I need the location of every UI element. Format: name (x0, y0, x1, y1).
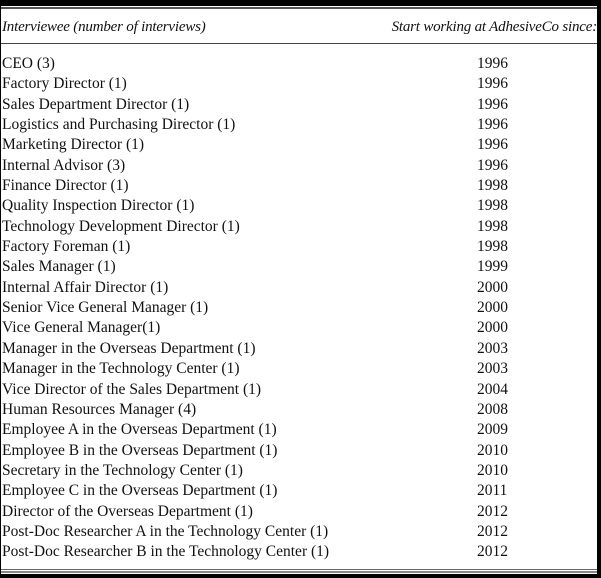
interviewee-cell: Finance Director (1) (2, 177, 129, 195)
table-row (1, 156, 597, 176)
table-row (1, 481, 597, 501)
start-year-cell: 2012 (477, 522, 508, 540)
table-row (1, 359, 597, 379)
interviewee-cell: Internal Affair Director (1) (2, 278, 169, 296)
interviewee-cell: Employee A in the Overseas Department (1) (2, 421, 277, 439)
start-year-cell: 2000 (477, 278, 508, 296)
start-year-cell: 1996 (477, 55, 508, 72)
interviewee-cell: Factory Foreman (1) (2, 238, 131, 256)
table-row (1, 217, 597, 237)
table-row (1, 257, 597, 277)
table-row (1, 339, 597, 359)
start-year-cell: 2009 (477, 421, 508, 439)
table-header (1, 9, 597, 43)
interviewee-cell: Sales Department Director (1) (2, 95, 190, 113)
interviewee-cell: Post-Doc Researcher B in the Technology Center (1) (2, 543, 330, 561)
interviewee-cell: Director of the Overseas Department (1) (2, 502, 253, 520)
start-year-cell: 2012 (477, 502, 508, 520)
header-interviewee: Interviewee (number of interviews) (2, 19, 206, 35)
interviewee-cell: Post-Doc Researcher A in the Technology Center (1) (2, 522, 329, 540)
start-year-cell: 1996 (477, 156, 508, 174)
interviewee-cell: CEO (3) (2, 55, 55, 72)
table-row (1, 502, 597, 522)
interviewee-cell: Employee B in the Overseas Department (1) (2, 441, 278, 459)
interviewee-cell: Vice Director of the Sales Department (1) (2, 380, 262, 398)
start-year-cell: 2003 (477, 339, 508, 357)
start-year-cell: 1998 (477, 197, 508, 215)
start-year-cell: 1999 (477, 258, 508, 276)
start-year-cell: 1996 (477, 75, 508, 93)
interviewee-cell: Secretary in the Technology Center (1) (2, 461, 243, 479)
start-year-cell: 1996 (477, 95, 508, 113)
interviewee-cell: Senior Vice General Manager (1) (2, 299, 209, 317)
header-rule (1, 43, 597, 44)
interviewee-cell: Human Resources Manager (4) (2, 400, 197, 418)
table-page (1, 6, 597, 574)
start-year-cell: 2003 (477, 360, 508, 378)
table-row (1, 441, 597, 461)
table-row (1, 135, 597, 155)
table-row (1, 380, 597, 400)
table-row (1, 461, 597, 481)
start-year-cell: 2008 (477, 400, 508, 418)
table-row (1, 196, 597, 216)
start-year-cell: 2010 (477, 441, 508, 459)
interviewee-cell: Marketing Director (1) (2, 136, 145, 154)
table-row (1, 74, 597, 94)
interviewee-cell: Manager in the Overseas Department (1) (2, 339, 256, 357)
interviewee-cell: Quality Inspection Director (1) (2, 197, 195, 215)
start-year-cell: 2000 (477, 299, 508, 317)
table-body (1, 54, 597, 563)
start-year-cell: 1996 (477, 136, 508, 154)
interviewee-cell: Internal Advisor (3) (2, 156, 126, 174)
start-year-cell: 1998 (477, 238, 508, 256)
table-row (1, 54, 597, 74)
start-year-cell: 1998 (477, 217, 508, 235)
table-row (1, 420, 597, 440)
interviewee-cell: Factory Director (1) (2, 75, 127, 93)
interviewee-cell: Vice General Manager(1) (2, 319, 161, 337)
table-row (1, 298, 597, 318)
start-year-cell: 2010 (477, 461, 508, 479)
interviewee-cell: Employee C in the Overseas Department (1) (2, 482, 278, 500)
bottom-rule (1, 569, 597, 570)
start-year-cell: 1998 (477, 177, 508, 195)
table-row (1, 95, 597, 115)
interviewee-cell: Sales Manager (1) (2, 258, 116, 276)
start-year-cell: 2012 (477, 543, 508, 561)
table-row (1, 278, 597, 298)
table-row (1, 522, 597, 542)
table-row (1, 237, 597, 257)
start-year-cell: 2000 (477, 319, 508, 337)
interviewee-cell: Technology Development Director (1) (2, 217, 240, 235)
table-row (1, 318, 597, 338)
start-year-cell: 2011 (477, 482, 508, 500)
start-year-cell: 2004 (477, 380, 508, 398)
bottom-rule-double (1, 571, 597, 573)
interviewee-cell: Manager in the Technology Center (1) (2, 360, 240, 378)
table-row (1, 542, 597, 562)
table-row (1, 176, 597, 196)
table-row (1, 115, 597, 135)
header-start-year: Start working at AdhesiveCo since: (391, 19, 597, 35)
interviewee-cell: Logistics and Purchasing Director (1) (2, 116, 236, 134)
start-year-cell: 1996 (477, 116, 508, 134)
table-row (1, 400, 597, 420)
